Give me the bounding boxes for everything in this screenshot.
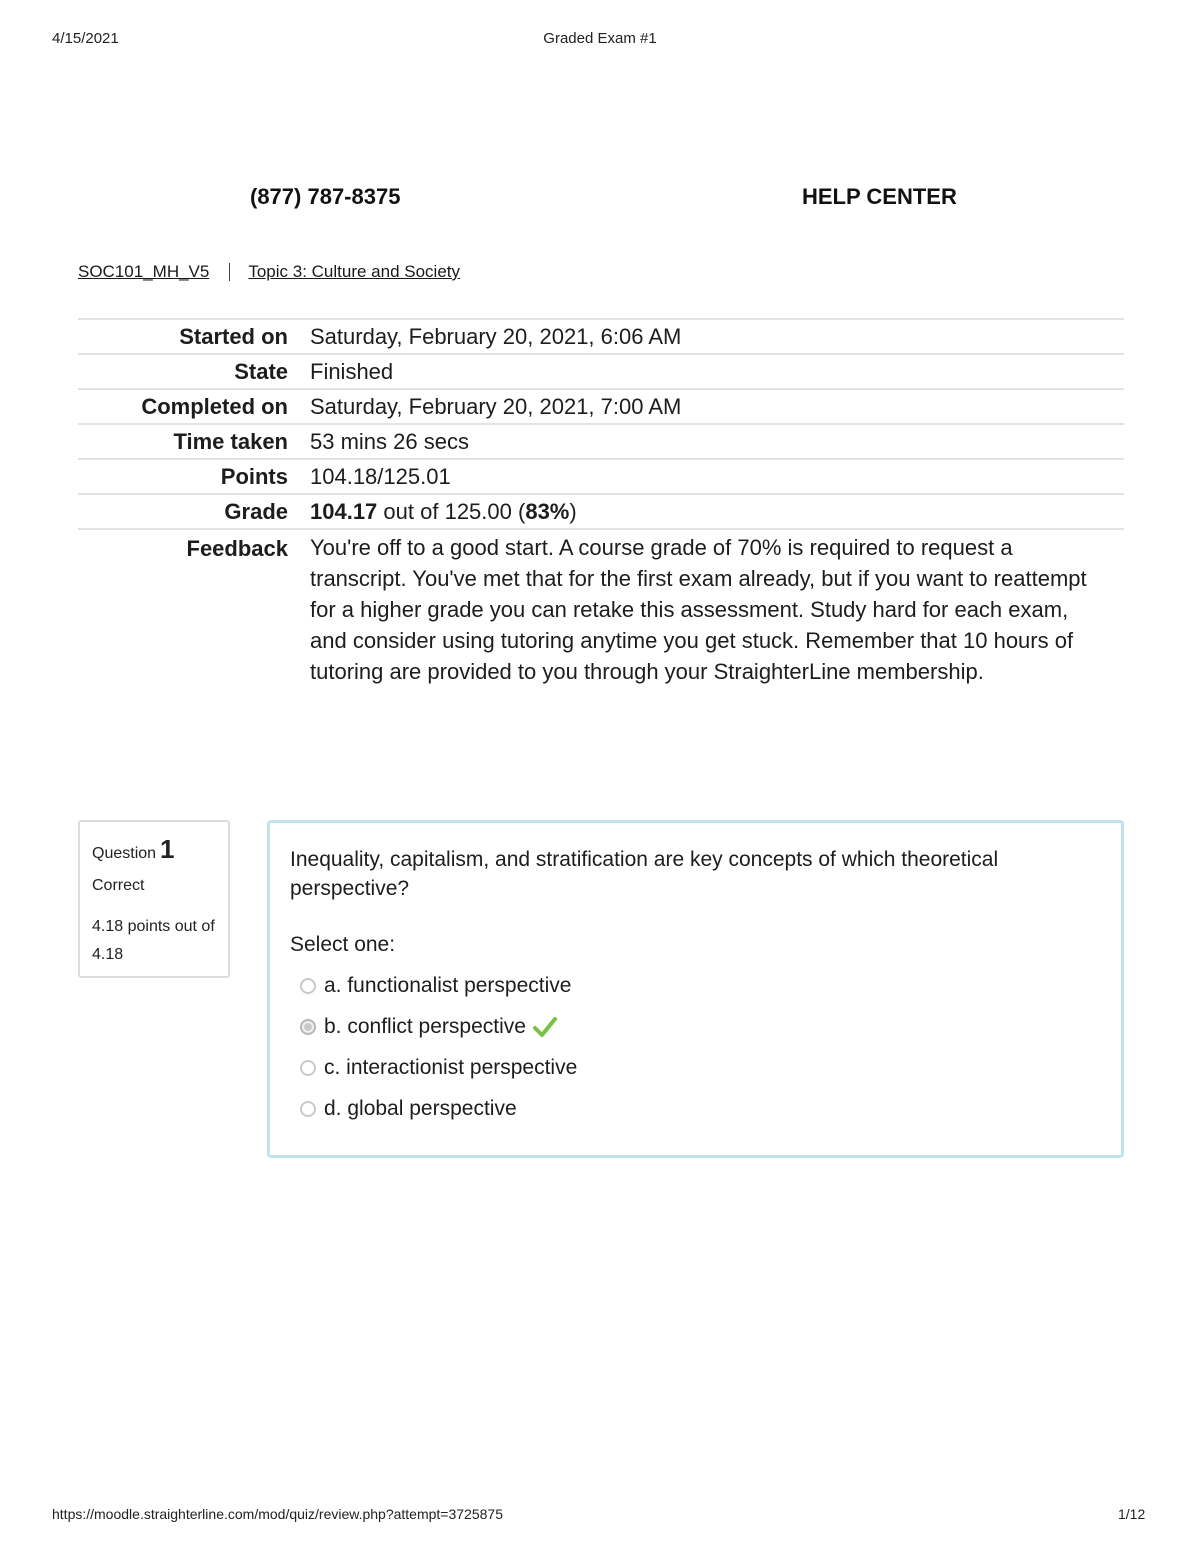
grade-paren-open: (: [518, 499, 526, 524]
grade-paren-close: ): [569, 499, 577, 524]
question-info: [78, 820, 230, 978]
radio-button-selected[interactable]: [300, 1019, 316, 1035]
help-center-link[interactable]: HELP CENTER: [802, 184, 957, 209]
summary-value: 53 mins 26 secs: [310, 424, 1124, 459]
summary-label: Started on: [78, 319, 310, 354]
phone-number-link[interactable]: (877) 787-8375: [250, 184, 401, 209]
footer-page-number: 1/12: [1118, 1506, 1146, 1522]
print-title: Graded Exam #1: [543, 30, 657, 47]
summary-label: Time taken: [78, 424, 310, 459]
summary-label: Feedback: [78, 529, 310, 687]
print-date: 4/15/2021: [52, 30, 119, 47]
grade-out-of: out of 125.00: [383, 499, 512, 524]
answer-option[interactable]: [290, 1006, 1101, 1047]
grade-percent: 83%: [525, 499, 570, 524]
radio-button[interactable]: [300, 1101, 316, 1117]
summary-row-points: [78, 459, 1124, 494]
answer-option-label: c. interactionist perspective: [324, 1055, 578, 1079]
question-content: [267, 820, 1124, 1158]
summary-row-state: [78, 354, 1124, 389]
breadcrumb: [78, 262, 460, 282]
question-state: Correct: [92, 877, 145, 894]
summary-row-started: [78, 319, 1124, 354]
summary-label: Grade: [78, 494, 310, 529]
grade-score: 104.17: [310, 499, 378, 524]
summary-label: Completed on: [78, 389, 310, 424]
answer-prompt: Select one:: [290, 933, 396, 956]
summary-value: [310, 494, 1124, 529]
summary-value: Saturday, February 20, 2021, 7:00 AM: [310, 389, 1124, 424]
question-number-row: [92, 834, 216, 865]
breadcrumb-topic-link[interactable]: Topic 3: Culture and Society: [248, 262, 461, 281]
question-label: Question: [92, 845, 157, 862]
summary-label: Points: [78, 459, 310, 494]
question-number: 1: [160, 834, 175, 864]
summary-row-completed: [78, 389, 1124, 424]
answer-option-label: d. global perspective: [324, 1096, 517, 1120]
radio-button[interactable]: [300, 978, 316, 994]
summary-row-feedback: [78, 529, 1124, 687]
answer-option[interactable]: [290, 965, 1101, 1006]
feedback-text: You're off to a good start. A course grade of 70% is required to request a transcript. You've met that for the first exam already, but if you want to reattempt for a higher grade you can retake this assessment. Study hard for each exam, and consider using tutoring anytime you get stuck. Remember that 10 hours of tutoring are provided to you through your StraighterLine membership.: [310, 529, 1124, 687]
radio-button[interactable]: [300, 1060, 316, 1076]
checkmark-icon: [532, 1014, 558, 1040]
footer-url: https://moodle.straighterline.com/mod/quiz/review.php?attempt=3725875: [52, 1506, 503, 1522]
summary-row-grade: [78, 494, 1124, 529]
summary-value: Saturday, February 20, 2021, 6:06 AM: [310, 319, 1124, 354]
answer-option-label: b. conflict perspective: [324, 1014, 526, 1038]
question-grade: 4.18 points out of 4.18: [92, 918, 215, 963]
summary-value: 104.18/125.01: [310, 459, 1124, 494]
attempt-summary-table: [78, 318, 1124, 687]
breadcrumb-course-link[interactable]: SOC101_MH_V5: [78, 262, 210, 281]
question-text: Inequality, capitalism, and stratification are key concepts of which theoretical perspective?: [290, 848, 999, 900]
answer-options: [290, 965, 1101, 1129]
summary-value: Finished: [310, 354, 1124, 389]
summary-row-time-taken: [78, 424, 1124, 459]
answer-option[interactable]: [290, 1047, 1101, 1088]
answer-option-label: a. functionalist perspective: [324, 973, 572, 997]
breadcrumb-separator: [229, 263, 230, 281]
answer-option[interactable]: [290, 1088, 1101, 1129]
summary-label: State: [78, 354, 310, 389]
